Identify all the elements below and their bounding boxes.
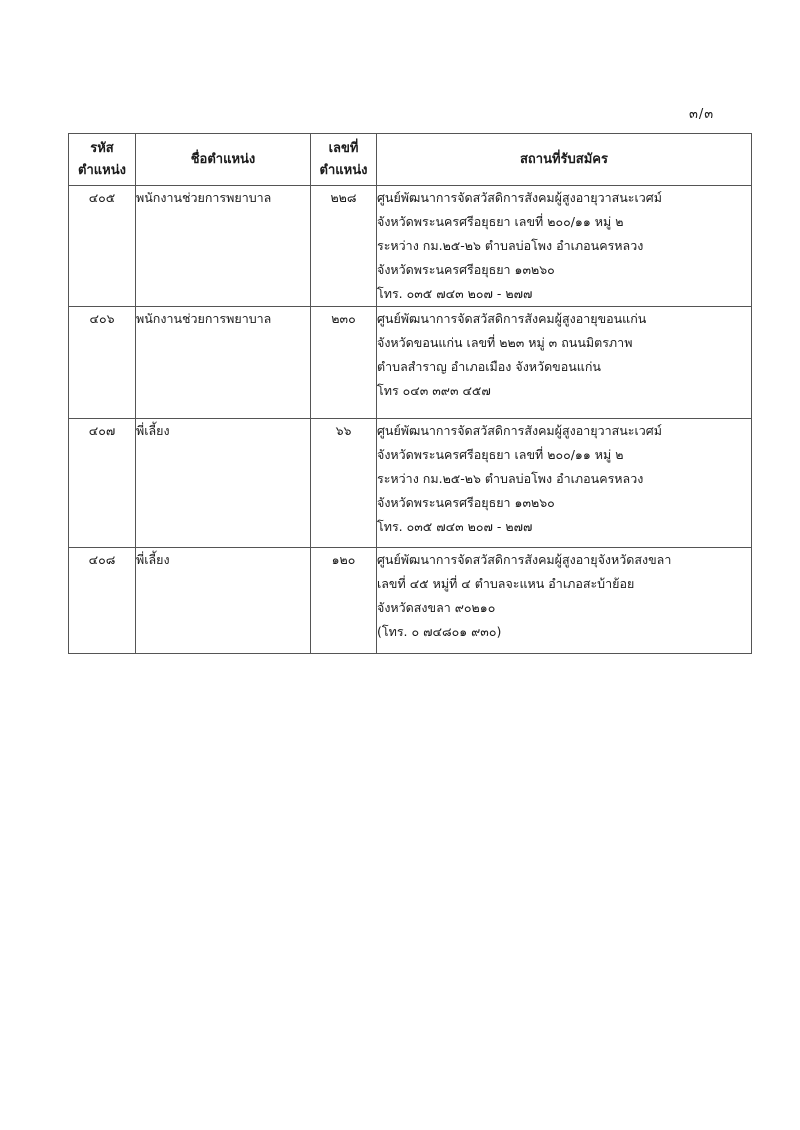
table-row [69,548,752,654]
position-code: ๔๐๗ [69,419,136,548]
header-application-place: สถานที่รับสมัคร [377,134,752,186]
place-phone: โทร ๐๔๓ ๓๙๓ ๔๕๗ [377,383,491,398]
positions-table [68,133,752,654]
place-phone: โทร. ๐๓๕ ๗๔๓ ๒๐๗ - ๒๗๗ [377,519,533,534]
place-line: จังหวัดพระนครศรีอยุธยา ๑๓๒๖๐ [377,495,555,510]
place-phone: โทร. ๐๓๕ ๗๔๓ ๒๐๗ - ๒๗๗ [377,286,533,301]
place-line: จังหวัดพระนครศรีอยุธยา เลขที่ ๒๐๐/๑๑ หมู่ ๒ [377,214,624,229]
header-position-name: ชื่อตำแหน่ง [136,134,311,186]
place-line: ศูนย์พัฒนาการจัดสวัสดิการสังคมผู้สูงอายุวาสนะเวศม์ [377,423,662,438]
place-line: จังหวัดพระนครศรีอยุธยา ๑๓๒๖๐ [377,262,555,277]
table-row [69,186,752,307]
position-number: ๖๖ [311,419,377,548]
table-header-row [69,134,752,186]
page-number: ๓/๓ [689,107,715,122]
position-number: ๒๒๘ [311,186,377,307]
position-number: ๑๒๐ [311,548,377,654]
place-line: ศูนย์พัฒนาการจัดสวัสดิการสังคมผู้สูงอายุจังหวัดสงขลา [377,552,672,567]
place-line: จังหวัดขอนแก่น เลขที่ ๒๒๓ หมู่ ๓ ถนนมิตรภาพ [377,335,633,350]
place-line: ระหว่าง กม.๒๕-๒๖ ตำบลบ่อโพง อำเภอนครหลวง [377,471,644,486]
header-position-number: เลขที่ ตำแหน่ง [311,134,377,186]
position-name: พนักงานช่วยการพยาบาล [136,186,311,307]
position-name: พี่เลี้ยง [136,419,311,548]
application-place [377,307,752,419]
place-line: จังหวัดพระนครศรีอยุธยา เลขที่ ๒๐๐/๑๑ หมู่ ๒ [377,447,624,462]
place-line: ศูนย์พัฒนาการจัดสวัสดิการสังคมผู้สูงอายุวาสนะเวศม์ [377,190,662,205]
place-line: ระหว่าง กม.๒๕-๒๖ ตำบลบ่อโพง อำเภอนครหลวง [377,238,644,253]
place-line: ตำบลสำราญ อำเภอเมือง จังหวัดขอนแก่น [377,359,601,374]
position-code: ๔๐๖ [69,307,136,419]
header-position-code: รหัส ตำแหน่ง [69,134,136,186]
application-place [377,419,752,548]
position-code: ๔๐๘ [69,548,136,654]
position-name: พนักงานช่วยการพยาบาล [136,307,311,419]
table-row [69,307,752,419]
table-row [69,419,752,548]
place-line: จังหวัดสงขลา ๙๐๒๑๐ [377,600,496,615]
position-name: พี่เลี้ยง [136,548,311,654]
place-phone: (โทร. ๐ ๗๔๘๐๑ ๙๓๐) [377,624,502,639]
place-line: ศูนย์พัฒนาการจัดสวัสดิการสังคมผู้สูงอายุขอนแก่น [377,311,647,326]
place-line: เลขที่ ๔๕ หมู่ที่ ๔ ตำบลจะแหน อำเภอสะบ้าย้อย [377,576,635,591]
application-place [377,186,752,307]
application-place [377,548,752,654]
position-number: ๒๓๐ [311,307,377,419]
position-code: ๔๐๕ [69,186,136,307]
